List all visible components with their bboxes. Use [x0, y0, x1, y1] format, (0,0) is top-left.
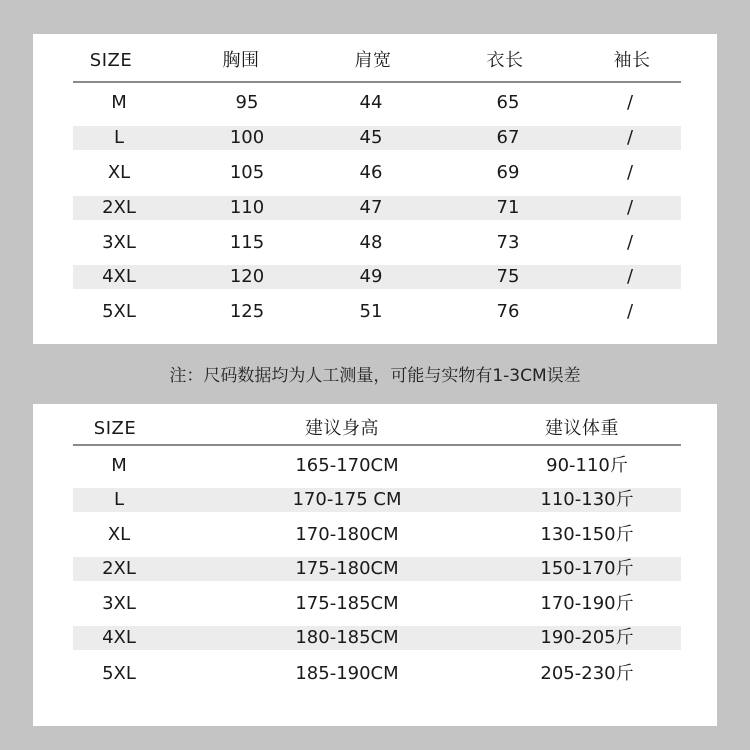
cell-size: 3XL	[102, 232, 136, 253]
cell-size: 5XL	[102, 301, 136, 322]
table-row	[73, 592, 681, 616]
table-row	[73, 454, 681, 478]
header-chest: 胸围	[222, 50, 260, 71]
cell-size: 5XL	[102, 663, 136, 684]
table-row	[73, 488, 681, 512]
cell-weight: 110-130斤	[540, 489, 634, 510]
cell-sleeve: /	[626, 266, 634, 287]
cell-size: M	[111, 455, 127, 476]
cell-size: 3XL	[102, 593, 136, 614]
cell-length: 75	[496, 266, 520, 287]
cell-size: 4XL	[102, 266, 136, 287]
cell-height: 165-170CM	[295, 455, 399, 476]
header-size: SIZE	[89, 50, 133, 71]
cell-weight: 190-205斤	[540, 627, 634, 648]
cell-sleeve: /	[626, 232, 634, 253]
cell-chest: 120	[229, 266, 265, 287]
table-row	[73, 626, 681, 650]
cell-sleeve: /	[626, 197, 634, 218]
cell-sleeve: /	[626, 92, 634, 113]
cell-weight: 170-190斤	[540, 593, 634, 614]
cell-size: L	[113, 489, 125, 510]
recommendation-table-header	[73, 417, 681, 441]
cell-chest: 100	[229, 127, 265, 148]
header-divider	[73, 81, 681, 83]
recommendation-table-panel	[33, 404, 717, 726]
cell-sleeve: /	[626, 301, 634, 322]
table-row	[73, 662, 681, 686]
header-length: 衣长	[486, 50, 524, 71]
header-divider	[73, 444, 681, 446]
header-height: 建议身高	[305, 418, 379, 439]
table-row	[73, 231, 681, 255]
table-row	[73, 161, 681, 185]
cell-chest: 125	[229, 301, 265, 322]
cell-weight: 205-230斤	[540, 663, 634, 684]
cell-chest: 95	[235, 92, 259, 113]
cell-height: 170-180CM	[295, 524, 399, 545]
table-row	[73, 265, 681, 289]
table-row	[73, 523, 681, 547]
cell-shoulder: 46	[359, 162, 383, 183]
cell-length: 71	[496, 197, 520, 218]
cell-weight: 90-110斤	[546, 455, 628, 476]
table-row	[73, 91, 681, 115]
measurement-table-header	[73, 49, 681, 73]
cell-shoulder: 45	[359, 127, 383, 148]
cell-shoulder: 51	[359, 301, 383, 322]
cell-shoulder: 48	[359, 232, 383, 253]
cell-chest: 110	[229, 197, 265, 218]
cell-size: M	[111, 92, 127, 113]
cell-height: 170-175 CM	[292, 489, 402, 510]
cell-sleeve: /	[626, 127, 634, 148]
header-size: SIZE	[93, 418, 137, 439]
cell-height: 175-180CM	[295, 558, 399, 579]
cell-size: 4XL	[102, 627, 136, 648]
cell-length: 76	[496, 301, 520, 322]
cell-length: 73	[496, 232, 520, 253]
table-row	[73, 126, 681, 150]
header-shoulder: 肩宽	[354, 50, 392, 71]
cell-length: 65	[496, 92, 520, 113]
cell-shoulder: 49	[359, 266, 383, 287]
cell-size: 2XL	[102, 197, 136, 218]
cell-height: 175-185CM	[295, 593, 399, 614]
cell-sleeve: /	[626, 162, 634, 183]
cell-shoulder: 47	[359, 197, 383, 218]
table-row	[73, 557, 681, 581]
cell-weight: 150-170斤	[540, 558, 634, 579]
cell-chest: 115	[229, 232, 265, 253]
table-row	[73, 300, 681, 324]
cell-chest: 105	[229, 162, 265, 183]
measurement-note: 注：尺码数据均为人工测量，可能与实物有1-3CM误差	[169, 366, 581, 386]
cell-size: XL	[107, 524, 131, 545]
cell-height: 185-190CM	[295, 663, 399, 684]
measurement-table-panel	[33, 34, 717, 344]
cell-size: 2XL	[102, 558, 136, 579]
cell-height: 180-185CM	[295, 627, 399, 648]
header-weight: 建议体重	[545, 418, 619, 439]
table-row	[73, 196, 681, 220]
header-sleeve: 袖长	[613, 50, 651, 71]
cell-size: XL	[107, 162, 131, 183]
cell-length: 67	[496, 127, 520, 148]
cell-length: 69	[496, 162, 520, 183]
cell-size: L	[113, 127, 125, 148]
cell-weight: 130-150斤	[540, 524, 634, 545]
cell-shoulder: 44	[359, 92, 383, 113]
